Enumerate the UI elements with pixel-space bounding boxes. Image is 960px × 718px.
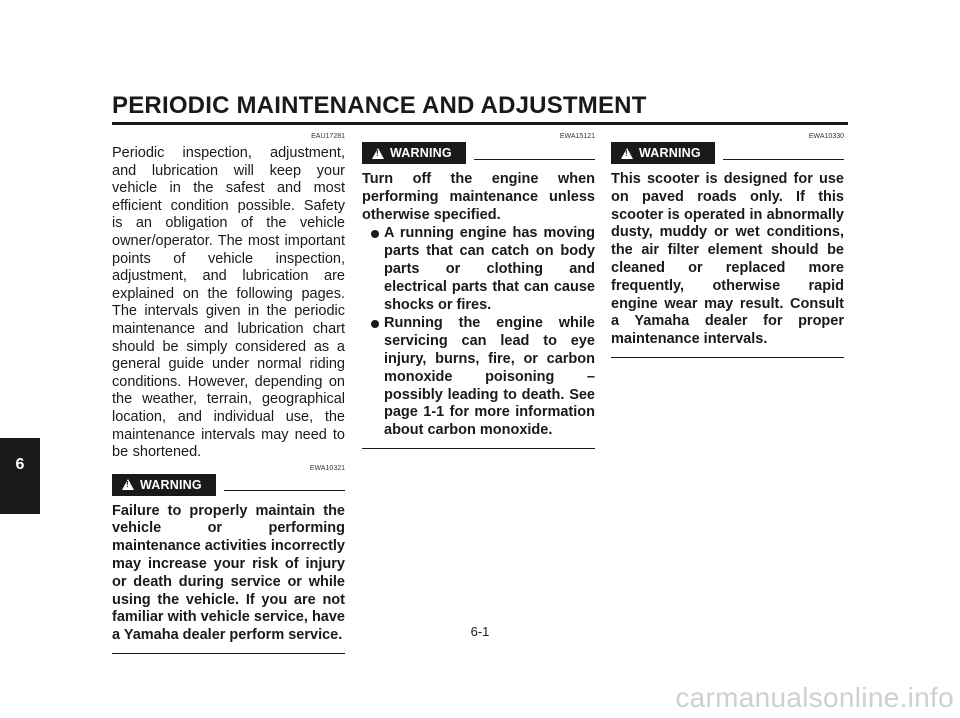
section-code: EAU17281: [311, 133, 345, 140]
warning-code: EWA10330: [808, 133, 844, 140]
warning-end-rule: [112, 653, 345, 654]
column-2: [362, 132, 595, 449]
intro-paragraph: Periodic inspection, adjustment, and lubrication will keep your vehicle in the safest and most efficient condition possible. Safety is an obligation of the vehicle owner/operator. The most important points of vehicle inspection, adjustment, and lubrication are explained on the following pages. The intervals given in the periodic maintenance and lubrication chart should be simply considered as a general guide under normal riding conditions. However, depending on the weather, terrain, geographical location, and individual use, the maintenance intervals may need to be shortened.: [112, 145, 345, 461]
warning-triangle-icon: [621, 148, 633, 159]
page-title: PERIODIC MAINTENANCE AND ADJUSTMENT: [112, 92, 647, 119]
list-item: Running the engine while servicing can lead to eye injury, burns, fire, or carbon monoxide poisoning – possibly leading to death. See page 1-1 for more information about carbon monoxide.: [362, 315, 595, 440]
chapter-number: 6: [15, 456, 25, 473]
column-1: [112, 132, 345, 654]
warning-badge: [611, 142, 715, 164]
warning-code: EWA10321: [309, 464, 345, 472]
warning-text: Failure to properly maintain the vehicle or performing maintenance activities incorrectly may increase your risk of injury or death during service or while using the vehicle. If you are not familiar with vehicle service, have a Yamaha dealer perform service.: [112, 502, 345, 644]
list-item: A running engine has moving parts that can catch on body parts or clothing and electrical parts that can cause shocks or fires.: [362, 225, 595, 314]
warning-header: [362, 141, 595, 165]
page-number: 6-1: [470, 624, 490, 639]
warning-triangle-icon: [122, 479, 134, 490]
warning-bullet-list: [362, 225, 595, 440]
warning-badge: [362, 142, 466, 164]
warning-end-rule: [611, 357, 844, 358]
watermark: carmanualsonline.info: [675, 682, 954, 713]
column-3: [611, 132, 844, 358]
warning-text: This scooter is designed for use on paved roads only. If this scooter is operated in abnormally dusty, muddy or wet conditions, the air filter element should be cleaned or replaced more frequently, otherwise rapid engine wear may result. Consult a Yamaha dealer for proper maintenance intervals.: [611, 171, 844, 348]
warning-header: [112, 473, 345, 497]
warning-code: EWA15121: [559, 133, 595, 140]
title-rule: [112, 122, 848, 125]
warning-header: [611, 141, 844, 165]
chapter-tab: [0, 438, 40, 514]
warning-label: WARNING: [639, 146, 701, 160]
warning-end-rule: [362, 448, 595, 449]
warning-badge: [112, 474, 216, 496]
warning-triangle-icon: [372, 148, 384, 159]
warning-header-rule: [474, 159, 595, 160]
warning-text: Turn off the engine when performing maintenance unless otherwise specified.: [362, 171, 595, 223]
warning-header-rule: [723, 159, 844, 160]
warning-label: WARNING: [140, 477, 202, 492]
warning-label: WARNING: [390, 146, 452, 160]
warning-header-rule: [224, 490, 345, 491]
